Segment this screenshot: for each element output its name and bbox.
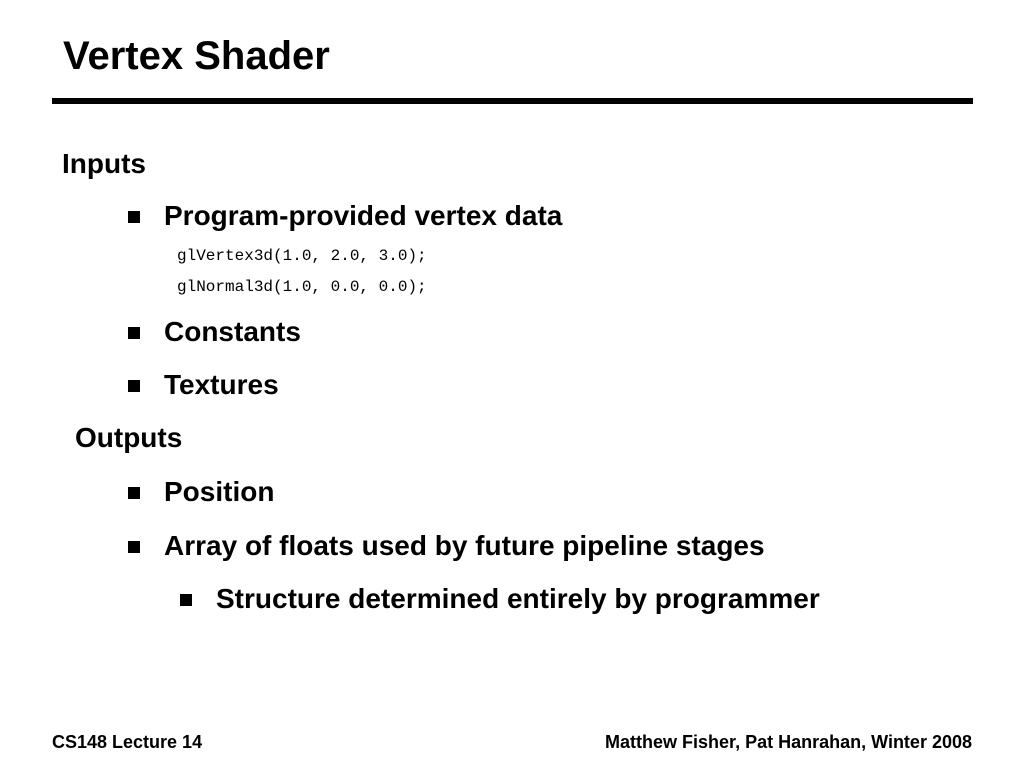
square-bullet-icon [128,380,140,392]
section-heading-outputs: Outputs [75,422,183,453]
section-heading-inputs: Inputs [62,148,146,179]
square-bullet-icon [128,541,140,553]
square-bullet-icon [128,211,140,223]
code-line: glNormal3d(1.0, 0.0, 0.0); [177,278,427,296]
square-bullet-icon [128,487,140,499]
title-divider [52,98,973,104]
list-item-text: Program-provided vertex data [164,200,563,231]
slide-title: Vertex Shader [63,34,330,78]
code-line: glVertex3d(1.0, 2.0, 3.0); [177,247,427,265]
list-item-text: Array of floats used by future pipeline stages [164,530,765,561]
list-item-text: Textures [164,369,279,400]
list-item-text: Structure determined entirely by programmer [216,583,820,614]
list-item-text: Position [164,476,275,507]
square-bullet-icon [180,594,192,606]
list-item-text: Constants [164,316,301,347]
footer-authors: Matthew Fisher, Pat Hanrahan, Winter 2008 [605,732,972,752]
square-bullet-icon [128,327,140,339]
footer-lecture: CS148 Lecture 14 [52,732,203,752]
